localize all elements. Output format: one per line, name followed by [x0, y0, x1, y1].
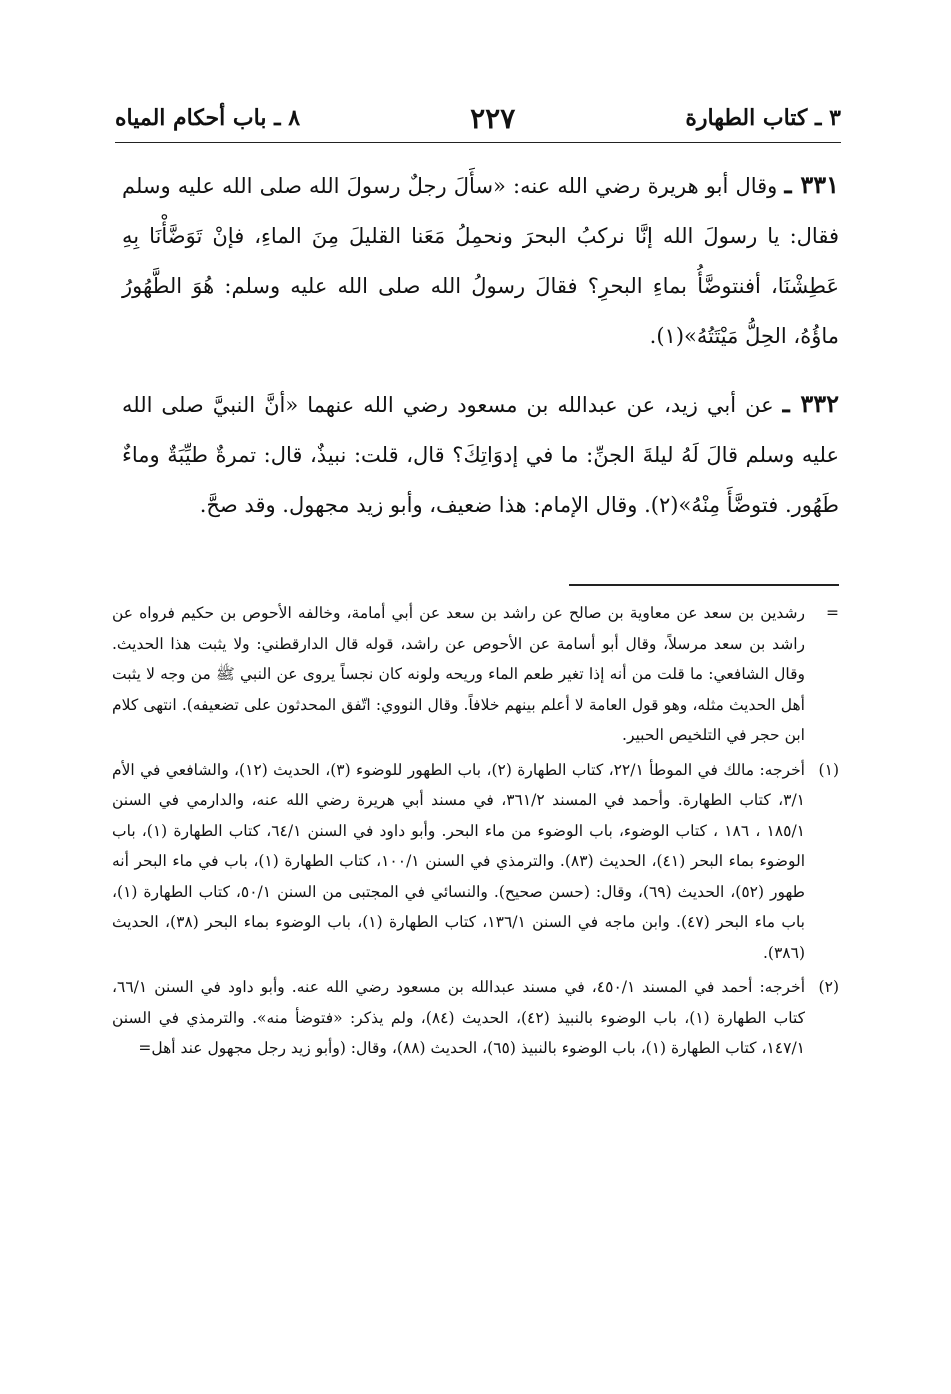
main-text: [122, 160, 839, 548]
footnote-mark: (٢): [818, 978, 839, 996]
hadith-text: وقال أبو هريرة رضي الله عنه: «سأَلَ رجلٌ رسولَ الله صلى الله عليه وسلم فقال: يا رسولَ الله إنَّا نركبُ البحرَ ونحمِلُ مَعَنا القليلَ مِنَ الماءِ، فإنْ تَوَضَّأْنَا بِهِ عَطِشْنَا، أفنتوضَّأُ بماءِ البحرِ؟ فقالَ رسولُ الله صلى الله عليه وسلم: هُوَ الطَّهُورُ ماؤُهُ، الحِلُّ مَيْتَتُهُ»(١).: [122, 174, 839, 348]
hadith-text: عن أبي زيد، عن عبدالله بن مسعود رضي الله عنهما «أنَّ النبيَّ صلى الله عليه وسلم قالَ لَهُ ليلةَ الجنِّ: ما في إدوَاتِكَ؟ قال، قلت: نبيذٌ، قال: تمرةٌ طيِّبَةٌ وماءٌ طَهُور. فتوضَّأَ مِنْهُ»(٢). وقال الإمام: هذا ضعيف، وأبو زيد مجهول. وقد صحَّ.: [122, 393, 839, 517]
hadith-332: [122, 379, 839, 530]
footnote-1: [112, 755, 839, 969]
hadith-number: ٣٣٢ ـ: [782, 389, 839, 418]
footnotes: [112, 598, 839, 1068]
footnote-2: [112, 972, 839, 1064]
footnote-text: رشدين بن سعد عن معاوية بن صالح عن راشد بن سعد عن أبي أمامة، وخالفه الأحوص بن حكيم فرواه عن راشد بن سعد مرسلاً، وقال أبو أسامة عن الأحوص عن راشد، قوله قال الدارقطني: ولا يثبت هذا الحديث. وقال الشافعي: ما قلت من أنه إذا تغير طعم الماء وريحه ولونه كان نجساً يروى عن النبي ﷺ من وجه لا يثبت أهل الحديث مثله، وهو قول العامة لا أعلم بينهم خلافاً. وقال النووي: اتّفق المحدثون على تضعيفه). انتهى كلام ابن حجر في التلخيص الحبير.: [112, 604, 805, 744]
running-header: [115, 98, 841, 138]
footnote-mark: =: [826, 604, 839, 622]
footnote-continuation: [112, 598, 839, 751]
footnote-text: أخرجه: مالك في الموطأ ٢٢/١، كتاب الطهارة (٢)، باب الطهور للوضوء (٣)، الحديث (١٢)، والشافعي في الأم ٣/١، كتاب الطهارة. وأحمد في المسند ٣٦١/٢، في مسند أبي هريرة رضي الله عنه، والدارمي في السنن ١٨٥/١ ، ١٨٦ ، كتاب الوضوء، باب الوضوء من ماء البحر. وأبو داود في السنن ٦٤/١، كتاب الطهارة (١)، باب الوضوء بماء البحر (٤١)، الحديث (٨٣). والترمذي في السنن ١٠٠/١، كتاب الطهارة (١)، باب في ماء البحر أنه طهور (٥٢)، الحديث (٦٩)، وقال: (حسن صحيح). والنسائي في المجتبى من السنن ٥٠/١، كتاب الطهارة (١)، باب ماء البحر (٤٧). وابن ماجه في السنن ١٣٦/١، كتاب الطهارة (١)، باب الوضوء بماء البحر (٣٨)، الحديث (٣٨٦).: [112, 760, 806, 962]
footnote-mark: (١): [818, 760, 839, 779]
hadith-331: [122, 160, 839, 361]
footnote-separator: [569, 584, 839, 586]
page-number: ٢٢٧: [470, 101, 516, 135]
header-chapter-title: ٨ ـ باب أحكام المياه: [115, 105, 301, 131]
header-book-title: ٣ ـ كتاب الطهارة: [685, 105, 841, 131]
hadith-number: ٣٣١ ـ: [784, 170, 840, 199]
footnote-text: أخرجه: أحمد في المسند ٤٥٠/١، في مسند عبدالله بن مسعود رضي الله عنه. وأبو داود في السنن ٦٦/١، كتاب الطهارة (١)، باب الوضوء بالنبيذ (٤٢)، الحديث (٨٤)، ولم يذكر: «فتوضأ منه». والترمذي في السنن ١٤٧/١، كتاب الطهارة (١)، باب الوضوء بالنبيذ (٦٥)، الحديث (٨٨)، وقال: (وأبو زيد رجل مجهول عند أهل=: [112, 978, 806, 1057]
header-divider: [115, 142, 841, 143]
